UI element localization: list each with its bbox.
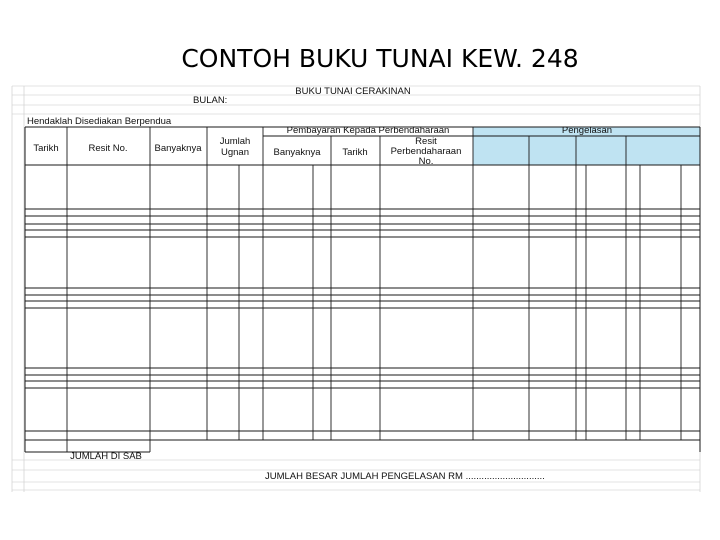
col-resit-line3: No. bbox=[418, 156, 434, 167]
right-group-header: Pembayaran Kepada Perbendaharaan bbox=[286, 125, 450, 136]
col-tarikh-2: Tarikh bbox=[342, 147, 368, 158]
col-resit-no: Resit No. bbox=[88, 143, 128, 154]
col-resit-line1: Resit bbox=[415, 136, 437, 147]
col-resit-line2: Perbendaharaan bbox=[390, 146, 462, 157]
jumlah-dibawa-label: JUMLAH DI SAB bbox=[70, 451, 142, 462]
col-tarikh: Tarikh bbox=[33, 143, 59, 154]
jumlah-besar-label: JUMLAH BESAR JUMLAH PENGELASAN RM .............................. bbox=[265, 471, 545, 482]
bulan-label: BULAN: bbox=[193, 95, 228, 106]
table-lines bbox=[25, 127, 700, 452]
form-title: BUKU TUNAI CERAKINAN bbox=[295, 86, 411, 97]
col-jumlah-line2: Ugnan bbox=[221, 147, 249, 158]
col-banyaknya: Banyaknya bbox=[154, 143, 202, 154]
pengelasan-header: Pengelasan bbox=[561, 125, 613, 136]
col-banyaknya-2: Banyaknya bbox=[273, 147, 321, 158]
left-group-header: Hendaklah Disediakan Berpendua bbox=[27, 116, 172, 127]
slide-title: CONTOH BUKU TUNAI KEW. 248 bbox=[181, 44, 579, 73]
col-jumlah-line1: Jumlah bbox=[219, 136, 251, 147]
